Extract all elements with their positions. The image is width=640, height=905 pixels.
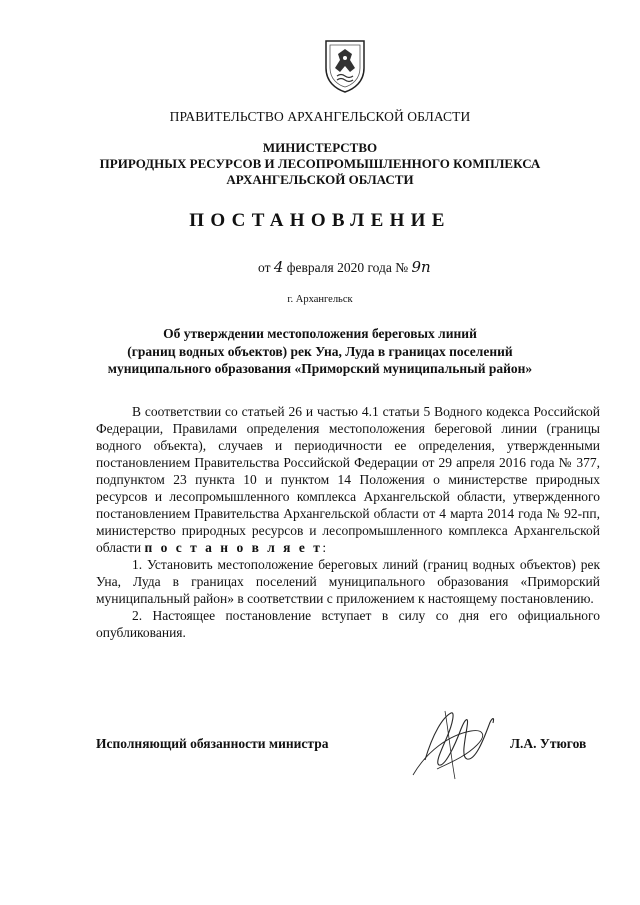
title-line: Об утверждении местоположения береговых линий: [163, 326, 477, 341]
coat-of-arms-icon: [323, 38, 367, 94]
date-day-handwritten: 4: [273, 258, 284, 276]
title-line: муниципального образования «Приморский муниципальный район»: [107, 361, 533, 376]
signer-role: Исполняющий обязанности министра: [96, 736, 329, 751]
date-text: февраля 2020 года №: [286, 260, 409, 275]
title-line: (границ водных объектов) рек Уна, Луда в границах поселений: [127, 343, 513, 359]
decree-word: п о с т а н о в л я е т: [144, 540, 323, 555]
document-city: г. Архангельск: [287, 294, 353, 305]
ministry-line: АРХАНГЕЛЬСКОЙ ОБЛАСТИ: [226, 172, 414, 187]
ministry-line: МИНИСТЕРСТВО: [262, 140, 378, 155]
decree-item-2: 2. Настоящее постановление вступает в силу со дня его официального опубликования.: [96, 608, 600, 640]
ministry-name: [0, 140, 640, 188]
document-type: ПОСТАНОВЛЕНИЕ: [189, 210, 451, 231]
document-title: [0, 325, 640, 378]
preamble-text: В соответствии со статьей 26 и частью 4.1 статьи 5 Водного кодекса Российской Федерации, Правилами определения местоположения береговой линии (границы водного объекта), случаев и периодичности ее определения, утвержденными постановлением Правительства Российской Федерации от 29 апреля 2016 года № 377, подпунктом 23 пункта 10 и пунктом 14 Положения о министерстве природных ресурсов и лесопромышленного комплекса Архангельской области, утвержденного постановлением Правительства Архангельской области от 4 марта 2014 года № 92-пп, министерство природных ресурсов и лесопромышленного комплекса Архангельской области: [96, 404, 600, 555]
decree-item-1: 1. Установить местоположение береговых линий (границ водных объектов) рек Уна, Луда в границах поселений муниципального образования «Приморский муниципальный район» в соответствии с приложением к настоящему постановлению.: [96, 557, 600, 606]
decree-colon: :: [322, 540, 327, 555]
document-date-line: [258, 258, 431, 276]
ministry-line: ПРИРОДНЫХ РЕСУРСОВ И ЛЕСОПРОМЫШЛЕННОГО КОМПЛЕКСА: [99, 156, 541, 171]
document-body: [96, 403, 600, 641]
preamble-paragraph: [96, 403, 600, 556]
signer-name: Л.А. Утюгов: [510, 736, 587, 751]
document-number-handwritten: 9п: [411, 258, 431, 276]
handwritten-signature: [405, 705, 515, 785]
date-prefix: от: [258, 260, 271, 275]
government-name: ПРАВИТЕЛЬСТВО АРХАНГЕЛЬСКОЙ ОБЛАСТИ: [169, 109, 471, 124]
